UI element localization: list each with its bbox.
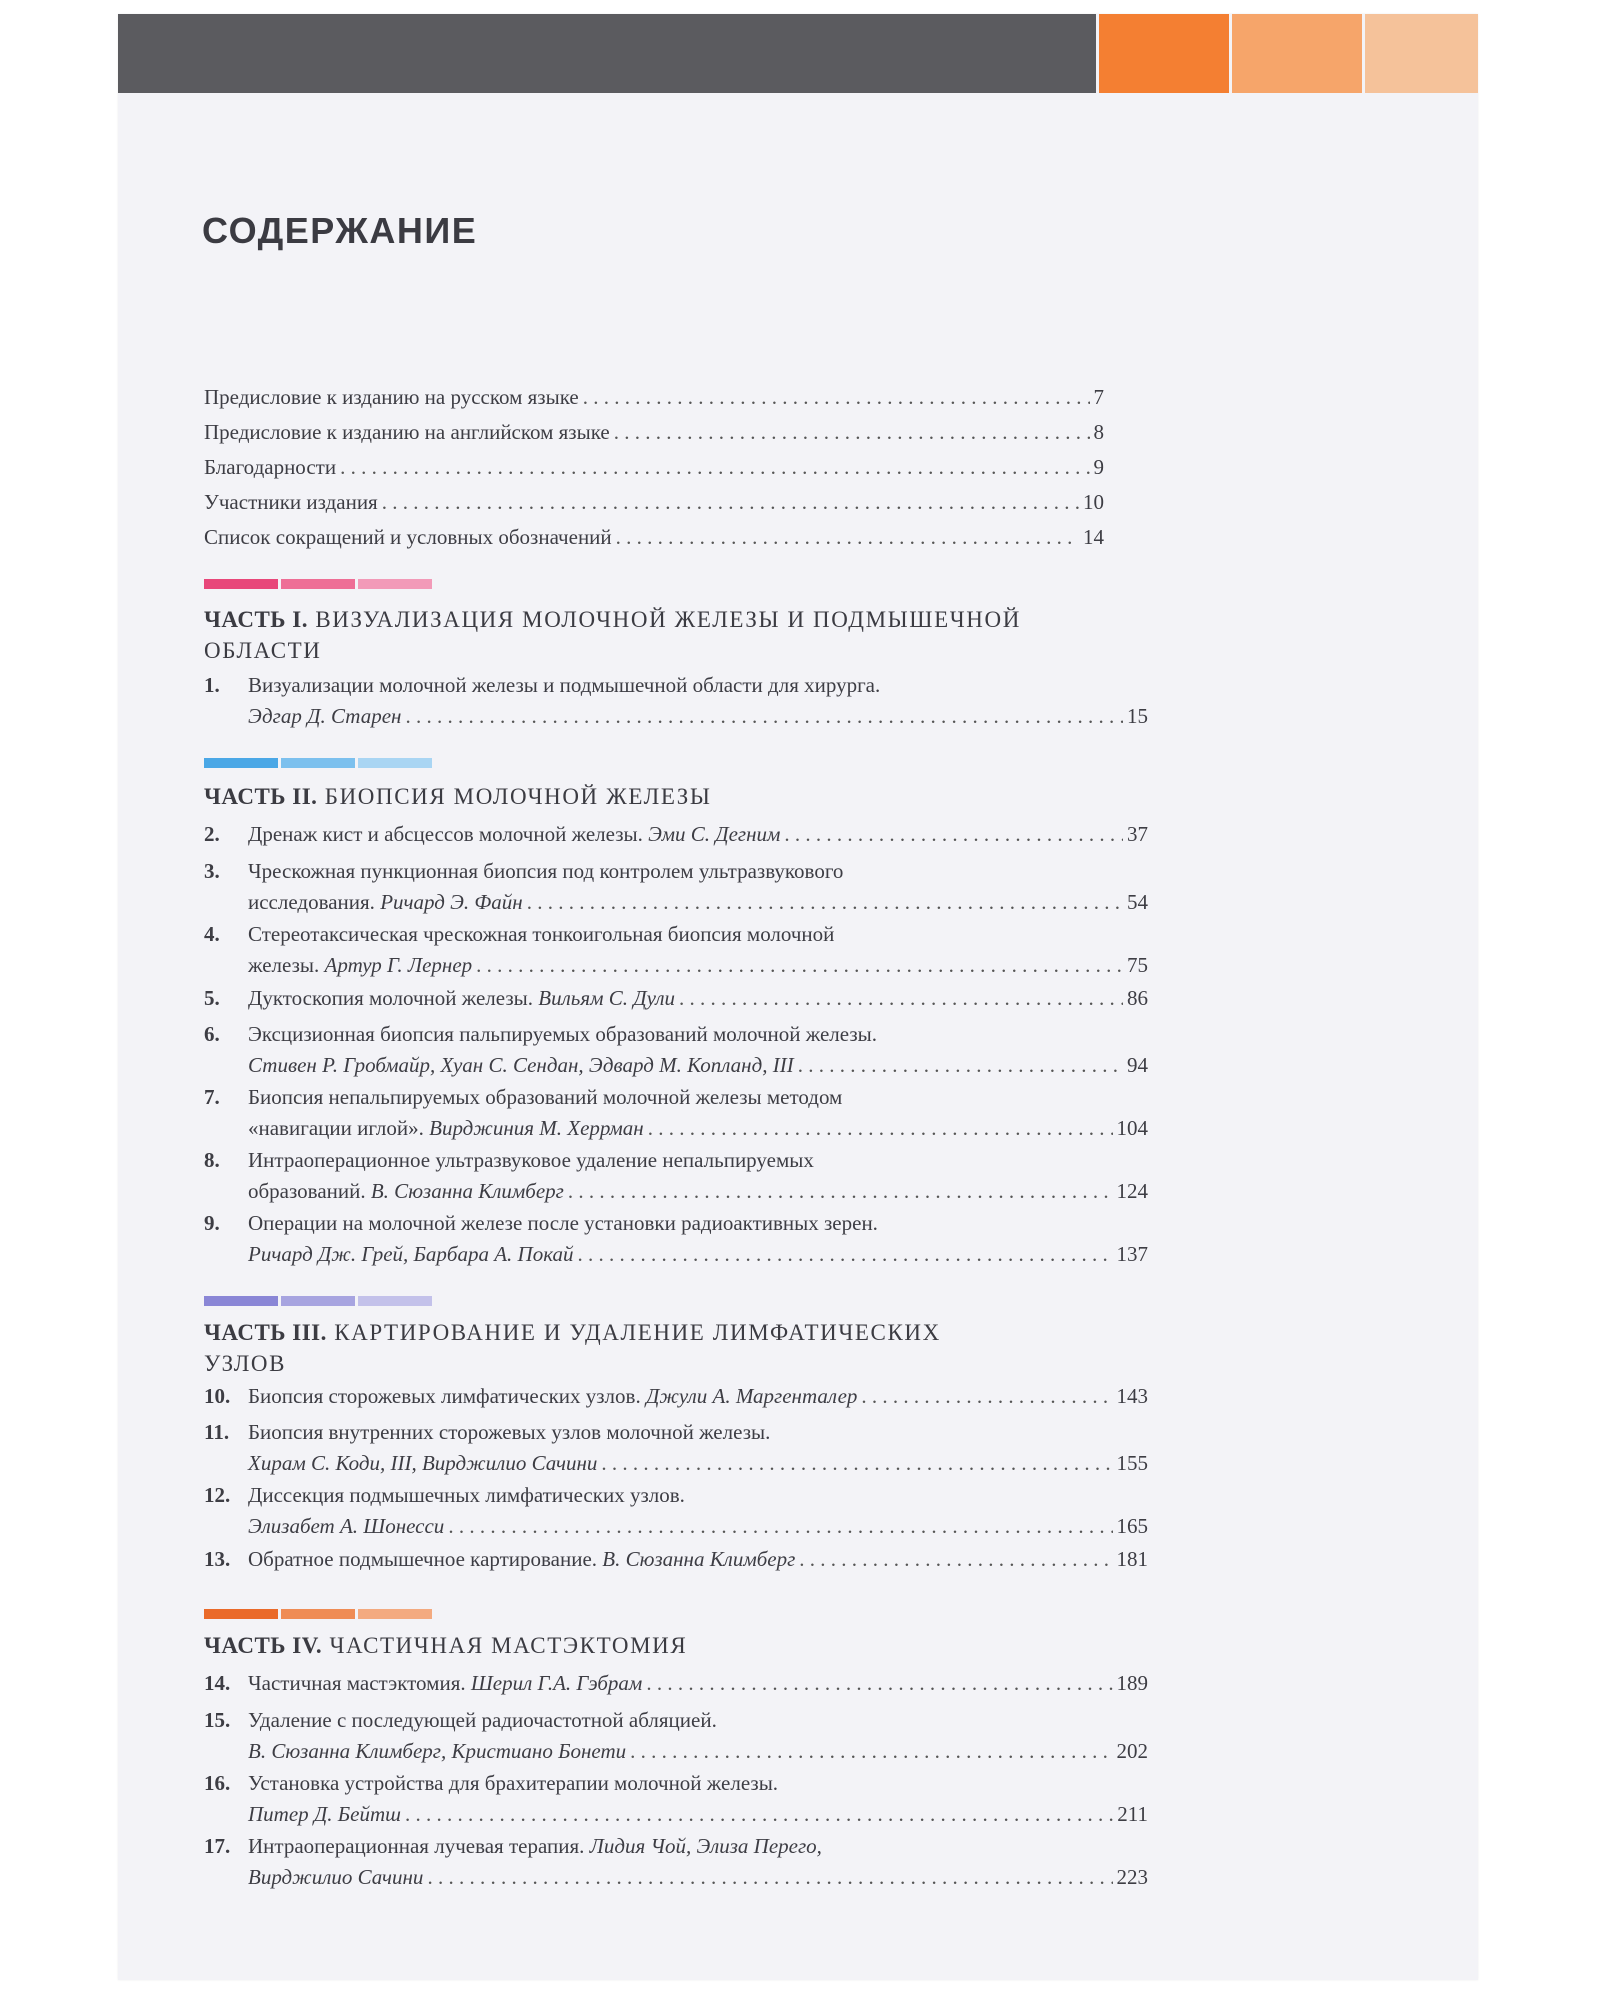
page-number: 155 <box>1116 1451 1148 1475</box>
part-heading[interactable] <box>204 1317 1104 1379</box>
leader-dots <box>798 1050 1123 1081</box>
page-number: 8 <box>1093 420 1104 444</box>
leader-dots <box>648 1113 1113 1144</box>
chapter-title-continued: исследования. <box>248 890 375 914</box>
toc-chapter[interactable] <box>204 1831 1148 1893</box>
part-title: БИОПСИЯ МОЛОЧНОЙ ЖЕЛЕЗЫ <box>324 784 712 809</box>
chapter-number: 10. <box>204 1384 231 1408</box>
page-number: 165 <box>1116 1514 1148 1538</box>
chapter-number: 12. <box>204 1483 231 1507</box>
chapter-number: 7. <box>204 1085 220 1109</box>
chapter-title: Биопсия внутренних сторожевых узлов молочной железы. <box>248 1420 771 1444</box>
toc-chapter[interactable] <box>204 1705 1148 1767</box>
chapter-title: Диссекция подмышечных лимфатических узлов. <box>248 1483 685 1507</box>
page-number: 202 <box>1116 1739 1148 1763</box>
toc-chapter[interactable] <box>204 1082 1148 1144</box>
chapter-author: Вирджиния М. Херрман <box>429 1116 644 1140</box>
part-color-bar <box>204 579 278 589</box>
page-number: 104 <box>1116 1116 1148 1140</box>
header-color-bar <box>118 14 1478 93</box>
chapter-number: 8. <box>204 1148 220 1172</box>
chapter-title-line <box>204 1831 1104 1862</box>
page-number: 143 <box>1116 1384 1148 1408</box>
chapter-title: Стереотаксическая чрескожная тонкоигольная биопсия молочной <box>248 922 835 946</box>
part-color-bar <box>281 758 355 768</box>
chapter-number: 9. <box>204 1211 220 1235</box>
chapter-title: Биопсия непальпируемых образований молочной железы методом <box>248 1085 843 1109</box>
page-number: 189 <box>1116 1671 1148 1695</box>
part-color-bar <box>281 579 355 589</box>
chapter-author: В. Сюзанна Климберг <box>370 1179 564 1203</box>
toc-entry-title: Участники издания <box>204 490 378 514</box>
part-color-bar <box>204 1296 278 1306</box>
chapter-number: 14. <box>204 1671 231 1695</box>
chapter-title: Чрескожная пункционная биопсия под контролем ультразвукового <box>248 859 844 883</box>
chapter-number: 4. <box>204 922 220 946</box>
part-title: ВИЗУАЛИЗАЦИЯ МОЛОЧНОЙ ЖЕЛЕЗЫ И ПОДМЫШЕЧНОЙ <box>315 607 1021 632</box>
part-label: ЧАСТЬ III. <box>204 1320 327 1345</box>
chapter-number: 1. <box>204 673 220 697</box>
toc-entry[interactable] <box>204 487 1104 518</box>
chapter-title: Частичная мастэктомия. <box>248 1671 466 1695</box>
chapter-number: 5. <box>204 986 220 1010</box>
leader-dots <box>679 983 1123 1014</box>
toc-entry[interactable] <box>204 382 1104 413</box>
page-number: 9 <box>1093 455 1104 479</box>
chapter-title-continued: образований. <box>248 1179 366 1203</box>
chapter-title: Дуктоскопия молочной железы. <box>248 986 534 1010</box>
header-orange-block-1 <box>1099 14 1229 93</box>
chapter-number: 11. <box>204 1420 230 1444</box>
leader-dots <box>616 522 1079 553</box>
leader-dots <box>568 1176 1113 1207</box>
leader-dots <box>646 1668 1112 1699</box>
leader-dots <box>340 452 1089 483</box>
chapter-author: Лидия Чой, Элиза Перего, <box>589 1834 822 1858</box>
header-orange-block-3 <box>1365 14 1478 93</box>
page-number: 124 <box>1116 1179 1148 1203</box>
chapter-author: Стивен Р. Гробмайр, Хуан С. Сендан, Эдвард М. Копланд, III <box>248 1053 794 1077</box>
part-color-bar <box>281 1609 355 1619</box>
part-heading[interactable] <box>204 1630 1104 1661</box>
leader-dots <box>476 950 1123 981</box>
chapter-title-continued: «навигации иглой». <box>248 1116 424 1140</box>
chapter-author: Вильям С. Дули <box>538 986 676 1010</box>
part-color-bar <box>204 1609 278 1619</box>
chapter-title: Установка устройства для брахитерапии молочной железы. <box>248 1771 779 1795</box>
page-number: 10 <box>1083 490 1104 514</box>
leader-dots <box>601 1448 1112 1479</box>
part-color-bar <box>358 1296 432 1306</box>
chapter-title: Удаление с последующей радиочастотной абляцией. <box>248 1708 717 1732</box>
page-number: 137 <box>1116 1242 1148 1266</box>
chapter-author: Эдгар Д. Старен <box>248 704 402 728</box>
chapter-author: Артур Г. Лернер <box>324 953 473 977</box>
toc-chapter[interactable] <box>204 1145 1148 1207</box>
toc-chapter[interactable] <box>204 819 1148 850</box>
toc-chapter[interactable] <box>204 983 1148 1014</box>
chapter-number: 15. <box>204 1708 231 1732</box>
book-page <box>118 14 1478 1980</box>
header-gray-block <box>118 14 1096 93</box>
part-color-bar <box>358 1609 432 1619</box>
toc-chapter[interactable] <box>204 1417 1148 1479</box>
page-number: 94 <box>1127 1053 1148 1077</box>
chapter-author: В. Сюзанна Климберг, Кристиано Бонети <box>248 1739 627 1763</box>
part-label: ЧАСТЬ IV. <box>204 1633 323 1658</box>
chapter-number: 6. <box>204 1022 220 1046</box>
part-title: КАРТИРОВАНИЕ И УДАЛЕНИЕ ЛИМФАТИЧЕСКИХ <box>334 1320 941 1345</box>
chapter-number: 2. <box>204 822 220 846</box>
header-orange-block-2 <box>1232 14 1362 93</box>
leader-dots <box>799 1544 1112 1575</box>
part-heading[interactable] <box>204 781 1104 812</box>
chapter-title: Эксцизионная биопсия пальпируемых образований молочной железы. <box>248 1022 878 1046</box>
part-3-color-bars <box>204 1296 434 1306</box>
chapter-title: Операции на молочной железе после установки радиоактивных зерен. <box>248 1211 878 1235</box>
leader-dots <box>405 1799 1113 1830</box>
leader-dots <box>578 1239 1113 1270</box>
page-title: СОДЕРЖАНИЕ <box>202 210 478 251</box>
toc-entry[interactable] <box>204 452 1104 483</box>
toc-entry-title: Предисловие к изданию на английском языке <box>204 420 610 444</box>
leader-dots <box>583 382 1090 413</box>
chapter-number: 17. <box>204 1834 231 1858</box>
page-number: 15 <box>1127 704 1148 728</box>
chapter-number: 3. <box>204 859 220 883</box>
part-title-continued: УЗЛОВ <box>204 1351 287 1376</box>
chapter-author: Джули А. Маргенталер <box>645 1384 858 1408</box>
chapter-number: 13. <box>204 1547 231 1571</box>
chapter-author: Ричард Э. Файн <box>380 890 523 914</box>
page-number: 14 <box>1083 525 1104 549</box>
toc-chapter[interactable] <box>204 1544 1148 1575</box>
toc-chapter[interactable] <box>204 919 1148 981</box>
toc-entry-title: Список сокращений и условных обозначений <box>204 525 612 549</box>
leader-dots <box>405 701 1123 732</box>
toc-chapter[interactable] <box>204 1019 1148 1081</box>
chapter-author: Ричард Дж. Грей, Барбара А. Покай <box>248 1242 574 1266</box>
page-number: 75 <box>1127 953 1148 977</box>
page-number: 54 <box>1127 890 1148 914</box>
toc-chapter[interactable] <box>204 1768 1148 1830</box>
chapter-author: Питер Д. Бейтш <box>248 1802 401 1826</box>
part-label: ЧАСТЬ I. <box>204 607 308 632</box>
leader-dots <box>448 1511 1112 1542</box>
page-number: 211 <box>1117 1802 1148 1826</box>
toc-chapter[interactable] <box>204 1668 1148 1699</box>
chapter-title: Обратное подмышечное картирование. <box>248 1547 598 1571</box>
leader-dots <box>427 1862 1112 1893</box>
part-title-continued: ОБЛАСТИ <box>204 638 322 663</box>
toc-chapter[interactable] <box>204 856 1148 918</box>
page-number: 181 <box>1116 1547 1148 1571</box>
leader-dots <box>630 1736 1112 1767</box>
toc-entry[interactable] <box>204 417 1104 448</box>
part-heading[interactable] <box>204 604 1104 666</box>
toc-chapter[interactable] <box>204 670 1148 732</box>
part-color-bar <box>358 758 432 768</box>
chapter-title: Визуализации молочной железы и подмышечной области для хирурга. <box>248 673 881 697</box>
toc-chapter[interactable] <box>204 1208 1148 1270</box>
part-4-color-bars <box>204 1609 434 1619</box>
part-label: ЧАСТЬ II. <box>204 784 318 809</box>
part-1-color-bars <box>204 579 434 589</box>
leader-dots <box>861 1381 1112 1412</box>
toc-entry-title: Благодарности <box>204 455 337 479</box>
toc-entry-title: Предисловие к изданию на русском языке <box>204 385 579 409</box>
page-number: 223 <box>1116 1865 1148 1889</box>
chapter-author: Элизабет А. Шонесси <box>248 1514 445 1538</box>
chapter-title: Дренаж кист и абсцессов молочной железы. <box>248 822 643 846</box>
chapter-author: В. Сюзанна Климберг <box>602 1547 796 1571</box>
toc-chapter[interactable] <box>204 1381 1148 1412</box>
leader-dots <box>382 487 1079 518</box>
chapter-title: Интраоперационная лучевая терапия. <box>248 1834 585 1858</box>
chapter-author: Хирам С. Коди, III, Вирджилио Сачини <box>248 1451 598 1475</box>
page-number: 7 <box>1093 385 1104 409</box>
toc-chapter[interactable] <box>204 1480 1148 1542</box>
part-color-bar <box>358 579 432 589</box>
part-2-color-bars <box>204 758 434 768</box>
toc-entry[interactable] <box>204 522 1104 553</box>
chapter-author: Вирджилио Сачини <box>248 1865 424 1889</box>
part-color-bar <box>204 758 278 768</box>
chapter-title: Интраоперационное ультразвуковое удаление непальпируемых <box>248 1148 814 1172</box>
leader-dots <box>784 819 1123 850</box>
leader-dots <box>527 887 1123 918</box>
chapter-title: Биопсия сторожевых лимфатических узлов. <box>248 1384 641 1408</box>
chapter-number: 16. <box>204 1771 231 1795</box>
part-title: ЧАСТИЧНАЯ МАСТЭКТОМИЯ <box>329 1633 688 1658</box>
chapter-title-continued: железы. <box>248 953 320 977</box>
leader-dots <box>614 417 1090 448</box>
page-number: 86 <box>1127 986 1148 1010</box>
chapter-author: Эми С. Дегним <box>648 822 781 846</box>
part-color-bar <box>281 1296 355 1306</box>
chapter-author: Шерил Г.А. Гэбрам <box>470 1671 643 1695</box>
page-number: 37 <box>1127 822 1148 846</box>
